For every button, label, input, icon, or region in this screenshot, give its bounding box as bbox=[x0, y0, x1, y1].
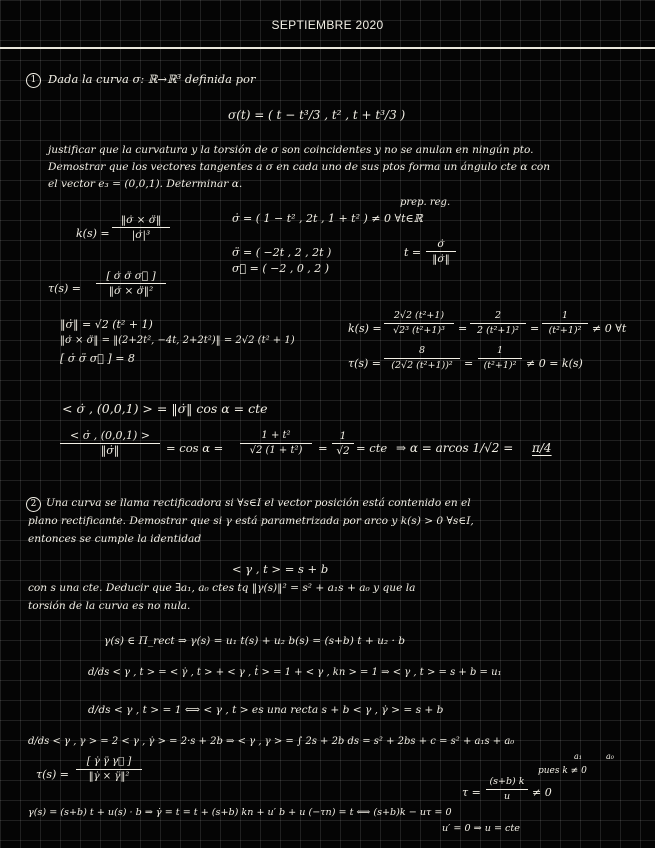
first-derivative: σ̇ = ( 1 − t² , 2t , 1 + t² ) ≠ 0 ∀t∈ℝ bbox=[232, 212, 423, 225]
problem-2-number: 2 bbox=[26, 497, 41, 512]
torsion-formula-lhs: τ(s) = bbox=[48, 282, 82, 295]
problem-2-line-2: plano rectificante. Demostrar que si γ está parametrizada por arco y k(s) > 0 ∀s∈I, bbox=[28, 515, 474, 527]
position-in-plane: γ(s) ∈ Π_rect ⇒ γ(s) = u₁ t(s) + u₂ b(s) = (s+b) t + u₂ · b bbox=[104, 635, 406, 647]
angle-ratio-fraction bbox=[240, 430, 312, 457]
problem-1-statement-2: Demostrar que los vectores tangentes a σ en cada uno de sus ptos forma un ángulo cte α con bbox=[48, 161, 551, 173]
angle-ratio-numerator: 1 + t² bbox=[261, 430, 291, 441]
problem-1-number: 1 bbox=[26, 73, 41, 88]
torsion-conclusion-fraction bbox=[486, 776, 528, 803]
tangent-vector-denominator: ‖σ̇‖ bbox=[432, 253, 450, 265]
equals-sign: = bbox=[458, 322, 468, 335]
angle-ratio-denominator: √2 (1 + t²) bbox=[249, 445, 303, 456]
curvature-result-f3-den: (t²+1)² bbox=[548, 325, 582, 336]
problem-1-intro: Dada la curva σ: ℝ→ℝ³ definida por bbox=[48, 72, 256, 86]
torsion-definition-fraction bbox=[76, 756, 142, 783]
angle-cos-denominator: ‖σ̇‖ bbox=[100, 444, 120, 457]
line-identity: d/ds < γ , t > = 1 ⟺ < γ , t > es una recta s + b < γ , γ̇ > = s + b bbox=[88, 704, 444, 716]
constant-marker: = cte bbox=[356, 441, 388, 455]
curvature-result-f2-num: 2 bbox=[494, 310, 502, 321]
curvature-result-fraction-3 bbox=[542, 310, 588, 337]
one-over-root-two-numerator: 1 bbox=[339, 430, 347, 442]
tangent-vector-fraction bbox=[426, 238, 456, 265]
angle-relation: < σ̇ , (0,0,1) > = ‖σ̇‖ cos α = cte bbox=[62, 401, 268, 416]
torsion-result-f1-num: 8 bbox=[418, 345, 426, 356]
equals-sign: = bbox=[318, 441, 328, 455]
problem-1-statement-1: justificar que la curvatura y la torsión de σ son coincidentes y no se anulan en ningún pto. bbox=[48, 144, 534, 156]
curvature-result-f1-den: √2³ (t²+1)³ bbox=[393, 325, 445, 336]
curvature-result-fraction-1 bbox=[384, 310, 454, 337]
angle-cos-numerator: < σ̇ , (0,0,1) > bbox=[70, 429, 150, 442]
triple-product: [ σ̇ σ̈ σ⃛ ] = 8 bbox=[60, 352, 135, 365]
one-over-root-two-denominator: √2 bbox=[336, 445, 350, 457]
torsion-definition-numerator: [ γ̇ γ̈ γ⃛ ] bbox=[86, 756, 132, 767]
one-over-root-two bbox=[332, 430, 354, 457]
tangent-vector-lhs: t = bbox=[404, 246, 422, 259]
coefficient-a0: a₀ bbox=[606, 752, 614, 761]
curvature-formula-numerator: ‖σ̇ × σ̈‖ bbox=[120, 214, 162, 226]
second-derivative: σ̈ = ( −2t , 2 , 2t ) bbox=[232, 246, 332, 259]
curvature-result-f3-num: 1 bbox=[561, 310, 569, 321]
curvature-result-f2-den: 2 (t²+1)² bbox=[477, 325, 519, 336]
torsion-result-tail: ≠ 0 = k(s) bbox=[526, 357, 583, 370]
coefficient-a1: a₁ bbox=[574, 752, 582, 761]
tangent-vector-numerator: σ̇ bbox=[437, 238, 445, 250]
angle-final-value: π/4 bbox=[532, 441, 552, 455]
problem-2-line-1: Una curva se llama rectificadora si ∀s∈I el vector posición está contenido en el bbox=[46, 497, 471, 509]
torsion-result-f2-den: (t²+1)² bbox=[483, 360, 517, 371]
curvature-formula-denominator: |σ̇|³ bbox=[131, 229, 151, 241]
page-title: SEPTIEMBRE 2020 bbox=[271, 18, 384, 32]
curvature-formula-fraction bbox=[112, 214, 170, 241]
torsion-definition-denominator: ‖γ̇ × γ̈‖² bbox=[88, 771, 130, 782]
equals-sign: = bbox=[530, 322, 540, 335]
frenet-derivation: γ(s) = (s+b) t + u(s) · b ⇒ γ̇ = t = t + (s+b) kn + u′ b + u (−τn) = t ⟺ (s+b)k − uτ = 0 bbox=[28, 807, 452, 818]
equals-sign: = bbox=[464, 357, 474, 370]
curvature-result-lhs: k(s) = bbox=[348, 322, 382, 335]
regular-parametrization-note: prep. reg. bbox=[400, 197, 451, 208]
title-rule bbox=[0, 47, 655, 49]
torsion-result-lhs: τ(s) = bbox=[348, 357, 382, 370]
torsion-formula-numerator: [ σ̇ σ̈ σ⃛ ] bbox=[106, 270, 156, 282]
curvature-nonzero-note: pues k ≠ 0 bbox=[538, 766, 587, 776]
torsion-conclusion-denominator: u bbox=[503, 791, 511, 802]
curvature-formula-lhs: k(s) = bbox=[76, 227, 110, 240]
torsion-formula-denominator: ‖σ̇ × σ̈‖² bbox=[108, 285, 154, 297]
angle-cos-fraction bbox=[60, 430, 160, 457]
torsion-definition-lhs: τ(s) = bbox=[36, 768, 70, 781]
problem-2-line-5: torsión de la curva es no nula. bbox=[28, 600, 191, 612]
velocity-norm: ‖σ̇‖ = √2 (t² + 1) bbox=[60, 318, 153, 331]
u-constant: u′ = 0 ⇒ u = cte bbox=[442, 823, 520, 834]
problem-1-statement-3: el vector e₃ = (0,0,1). Determinar α. bbox=[48, 178, 243, 190]
cross-product-norm: ‖σ̇ × σ̈‖ = ‖(2+2t², −4t, 2+2t²)‖ = 2√2 (t² + 1) bbox=[60, 335, 295, 346]
torsion-result-f1-den: (2√2 (t²+1))² bbox=[391, 360, 453, 371]
problem-2-line-3: entonces se cumple la identidad bbox=[28, 533, 202, 545]
third-derivative: σ⃛ = ( −2 , 0 , 2 ) bbox=[232, 262, 330, 275]
norm-identity: d/ds < γ , γ > = 2 < γ , γ̇ > = 2·s + 2b ⇒ < γ , γ > = ∫ 2s + 2b ds = s² + 2bs + c = s² + a₁s + a₀ bbox=[28, 736, 515, 747]
angle-result: ⇒ α = arcos 1/√2 = bbox=[396, 441, 514, 455]
problem-2-line-4: con s una cte. Deducir que ∃a₁, a₀ ctes tq ‖γ(s)‖² = s² + a₁s + a₀ y que la bbox=[28, 582, 416, 594]
torsion-conclusion-lhs: τ = bbox=[462, 786, 481, 799]
torsion-result-fraction-1 bbox=[384, 345, 460, 372]
problem-1-curve: σ(t) = ( t − t³/3 , t² , t + t³/3 ) bbox=[228, 108, 406, 122]
curvature-result-f1-num: 2√2 (t²+1) bbox=[393, 310, 445, 321]
torsion-conclusion-numerator: (s+b) k bbox=[489, 776, 525, 787]
derivative-identity: d/ds < γ , t > = < γ̇ , t > + < γ , ṫ > = 1 + < γ , kn > = 1 ⇒ < γ , t > = s + b = u₁ bbox=[88, 667, 502, 678]
torsion-formula-fraction bbox=[96, 270, 166, 297]
angle-cos-middle: = cos α = bbox=[166, 441, 224, 455]
curvature-result-tail: ≠ 0 ∀t bbox=[592, 322, 627, 335]
curvature-result-fraction-2 bbox=[470, 310, 526, 337]
torsion-conclusion-tail: ≠ 0 bbox=[532, 786, 552, 799]
torsion-result-f2-num: 1 bbox=[496, 345, 504, 356]
rectifying-identity: < γ , t > = s + b bbox=[232, 562, 329, 576]
torsion-result-fraction-2 bbox=[478, 345, 522, 372]
